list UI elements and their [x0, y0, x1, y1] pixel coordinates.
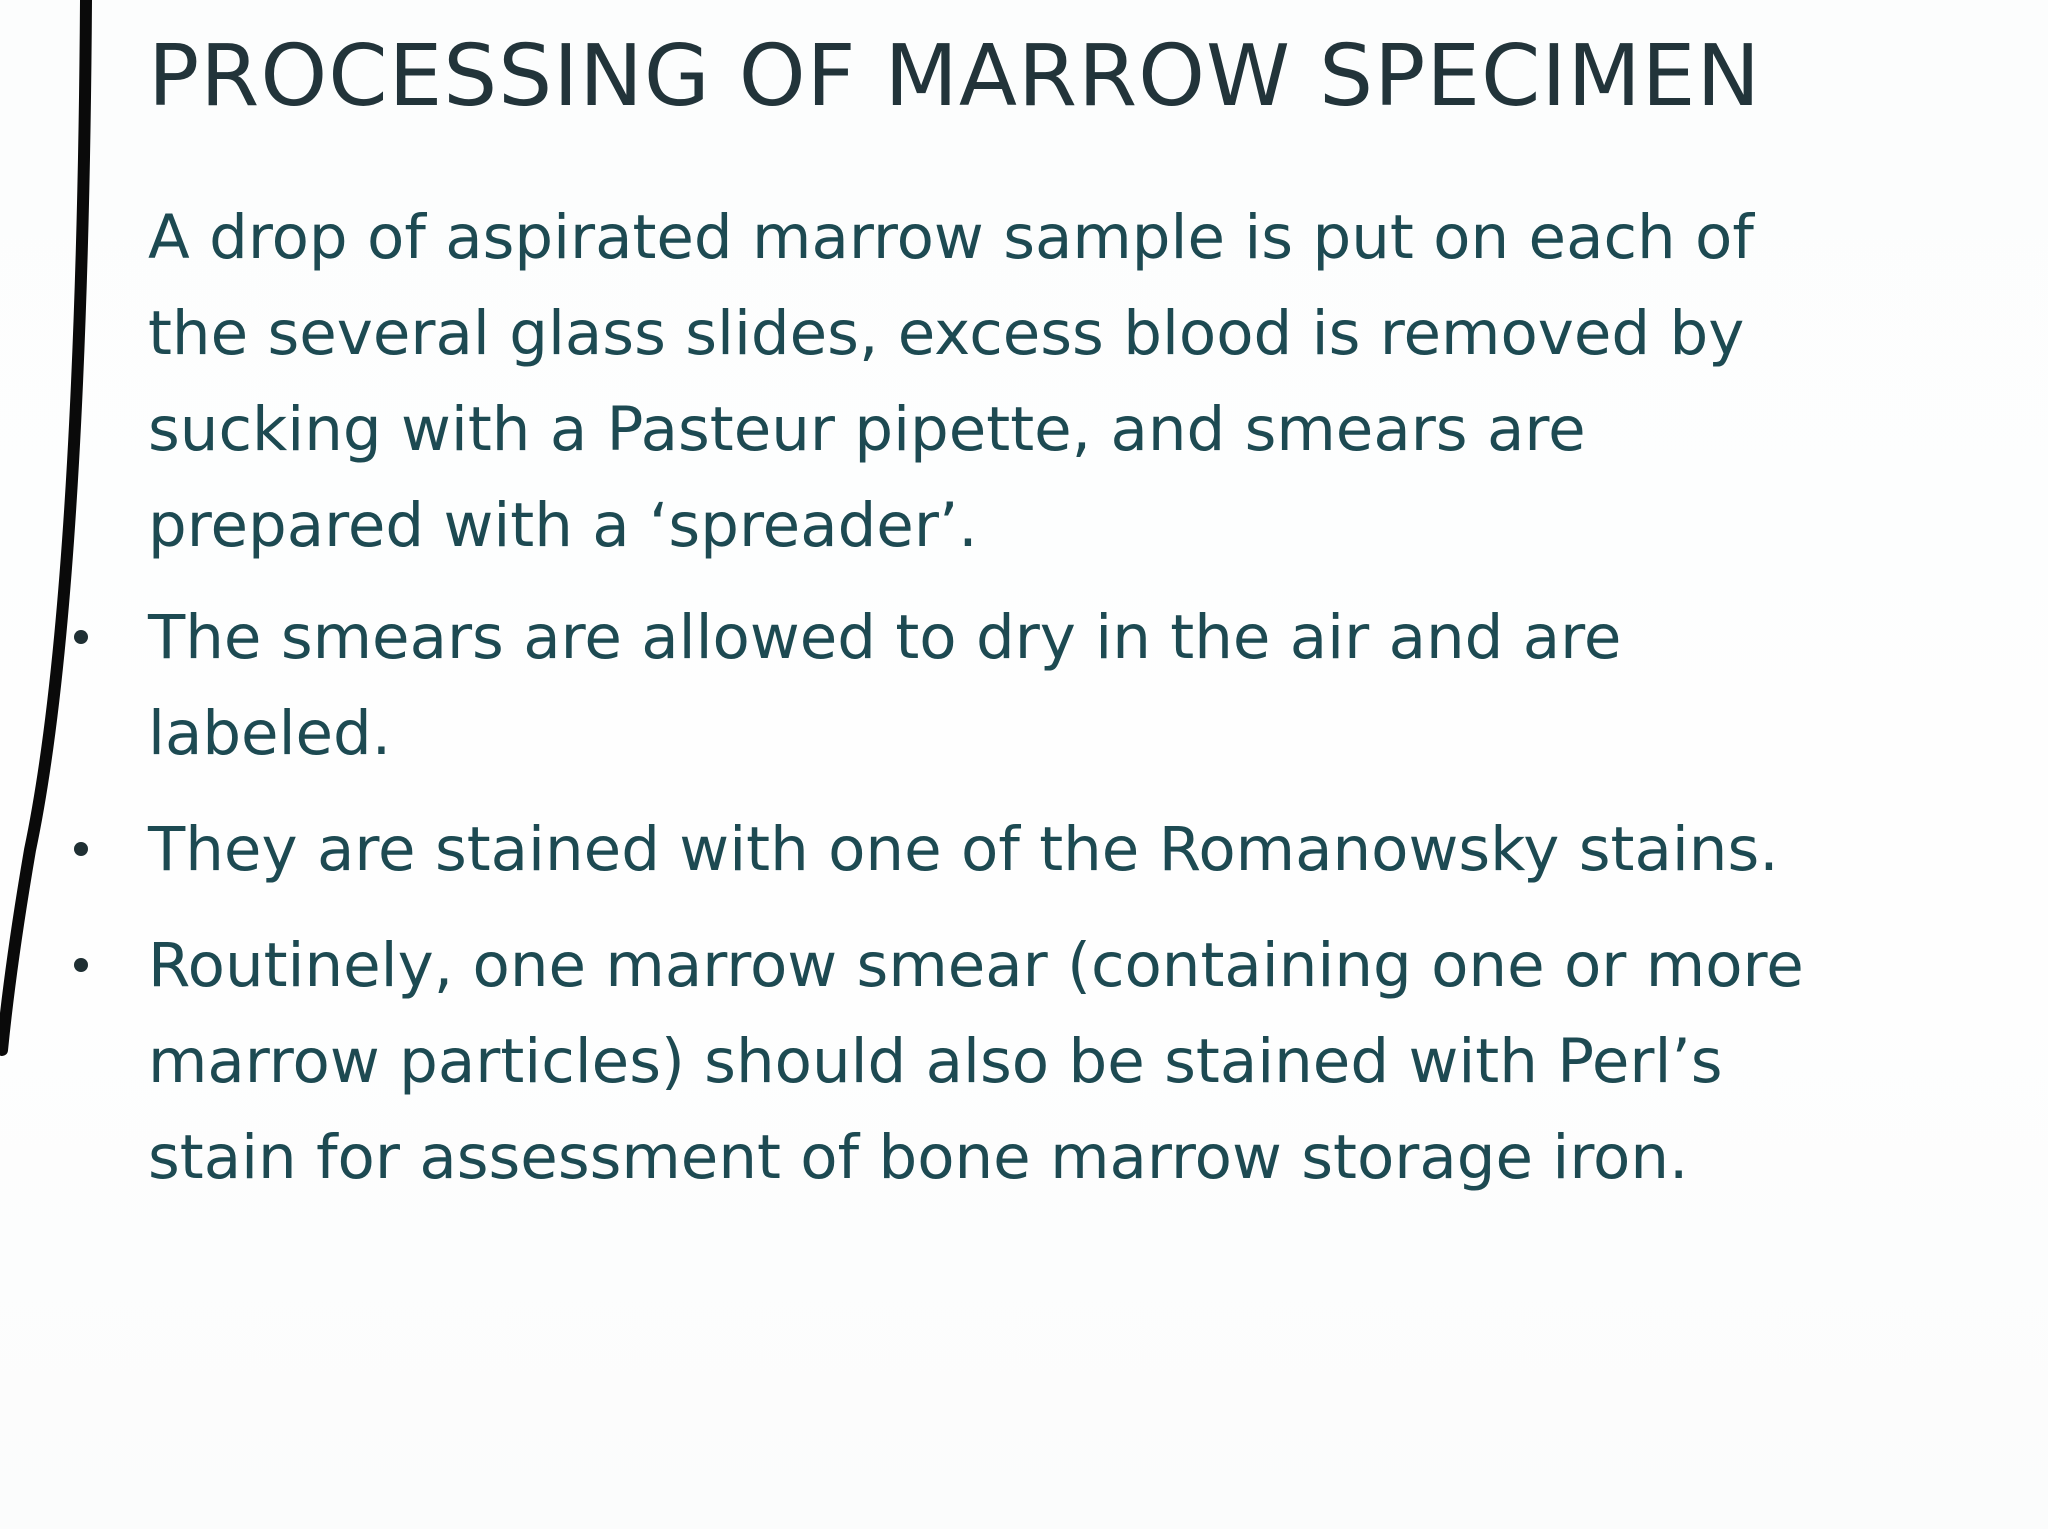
bullet-item	[148, 190, 2008, 574]
bullet-line: sucking with a Pasteur pipette, and smears are	[148, 394, 1586, 465]
bullet-item	[148, 802, 2008, 898]
slide-border-curve	[0, 0, 140, 1060]
bullet-line: Routinely, one marrow smear (containing one or more	[148, 930, 1804, 1001]
bullet-line: They are stained with one of the Romanowsky stains.	[148, 814, 1779, 885]
bullet-item	[148, 918, 2008, 1206]
bullet-line: labeled.	[148, 698, 392, 769]
bullet-line: A drop of aspirated marrow sample is put on each of	[148, 202, 1754, 273]
bullet-icon	[74, 630, 88, 644]
bullet-icon	[74, 958, 88, 972]
bullet-item	[148, 590, 2008, 782]
bullet-line: stain for assessment of bone marrow storage iron.	[148, 1122, 1689, 1193]
slide-title: PROCESSING OF MARROW SPECIMEN	[148, 27, 1762, 126]
bullet-line: The smears are allowed to dry in the air and are	[148, 602, 1622, 673]
bullet-line: the several glass slides, excess blood is removed by	[148, 298, 1745, 369]
bullet-line: prepared with a ‘spreader’.	[148, 490, 978, 561]
bullet-icon	[74, 842, 88, 856]
bullet-list	[148, 190, 2008, 1226]
bullet-line: marrow particles) should also be stained with Perl’s	[148, 1026, 1723, 1097]
